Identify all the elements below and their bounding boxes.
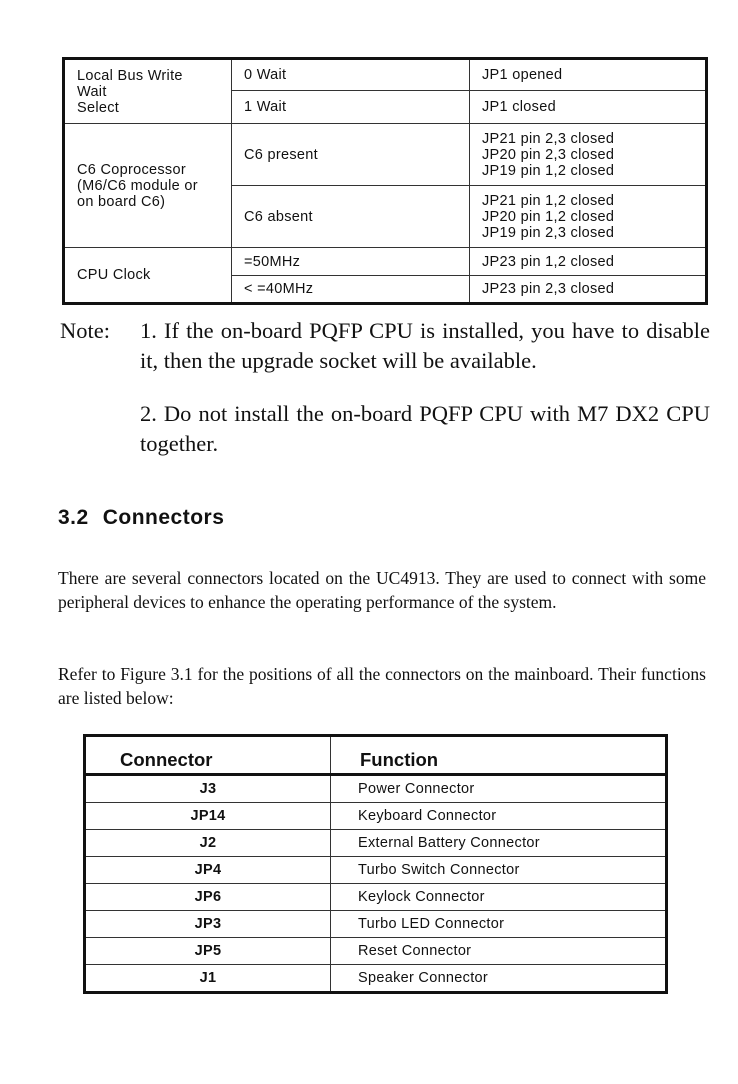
connector-column-header: Connector xyxy=(85,736,331,775)
note-label: Note: xyxy=(60,318,110,343)
jumper-cell: JP23 pin 1,2 closed xyxy=(470,248,707,276)
section-number: 3.2 xyxy=(58,506,89,529)
setting-cell: 0 Wait xyxy=(232,59,470,91)
table-row xyxy=(85,857,667,884)
jumper-cell: JP1 opened xyxy=(470,59,707,91)
connector-function: Keyboard Connector xyxy=(331,803,667,830)
table-row xyxy=(85,803,667,830)
connector-function: Speaker Connector xyxy=(331,965,667,993)
setting-cell: C6 present xyxy=(232,124,470,186)
note-item: 2. Do not install the on-board PQFP CPU with M7 DX2 CPU together. xyxy=(140,401,710,456)
setting-cell: C6 absent xyxy=(232,186,470,248)
table-row xyxy=(85,965,667,993)
table-row xyxy=(85,775,667,803)
connector-table xyxy=(83,734,668,994)
connector-id: J1 xyxy=(85,965,331,993)
connector-function: Turbo Switch Connector xyxy=(331,857,667,884)
setting-cell: 1 Wait xyxy=(232,91,470,124)
jumper-cell: JP23 pin 2,3 closed xyxy=(470,276,707,304)
connector-function: Power Connector xyxy=(331,775,667,803)
connector-id: JP5 xyxy=(85,938,331,965)
setting-cell: =50MHz xyxy=(232,248,470,276)
jumper-cell: JP21 pin 2,3 closed JP20 pin 2,3 closed JP19 pin 1,2 closed xyxy=(470,124,707,186)
section-heading xyxy=(58,506,224,530)
table-row xyxy=(85,911,667,938)
connector-function: External Battery Connector xyxy=(331,830,667,857)
connector-function: Reset Connector xyxy=(331,938,667,965)
coprocessor-label: C6 Coprocessor (M6/C6 module or on board C6) xyxy=(64,124,232,248)
connector-id: JP14 xyxy=(85,803,331,830)
connector-id: J2 xyxy=(85,830,331,857)
note-item: 1. If the on-board PQFP CPU is installed, you have to disable it, then the upgrade socket will be available. xyxy=(140,318,710,373)
table-row xyxy=(85,938,667,965)
connector-id: J3 xyxy=(85,775,331,803)
connector-id: JP3 xyxy=(85,911,331,938)
connector-function: Keylock Connector xyxy=(331,884,667,911)
connector-function: Turbo LED Connector xyxy=(331,911,667,938)
jumper-cell: JP21 pin 1,2 closed JP20 pin 1,2 closed JP19 pin 2,3 closed xyxy=(470,186,707,248)
table-row xyxy=(85,830,667,857)
jumper-settings-table xyxy=(62,57,708,305)
body-paragraph: Refer to Figure 3.1 for the positions of all the connectors on the mainboard. Their functions are listed below: xyxy=(58,664,706,708)
section-title: Connectors xyxy=(102,506,225,529)
local-bus-label: Local Bus Write Wait Select xyxy=(64,59,232,124)
table-row xyxy=(85,884,667,911)
connector-id: JP6 xyxy=(85,884,331,911)
cpu-clock-label: CPU Clock xyxy=(64,248,232,304)
body-paragraph: There are several connectors located on the UC4913. They are used to connect with some peripheral devices to enhance the operating performance of the system. xyxy=(58,568,706,612)
connector-id: JP4 xyxy=(85,857,331,884)
setting-cell: < =40MHz xyxy=(232,276,470,304)
jumper-cell: JP1 closed xyxy=(470,91,707,124)
function-column-header: Function xyxy=(331,736,667,775)
